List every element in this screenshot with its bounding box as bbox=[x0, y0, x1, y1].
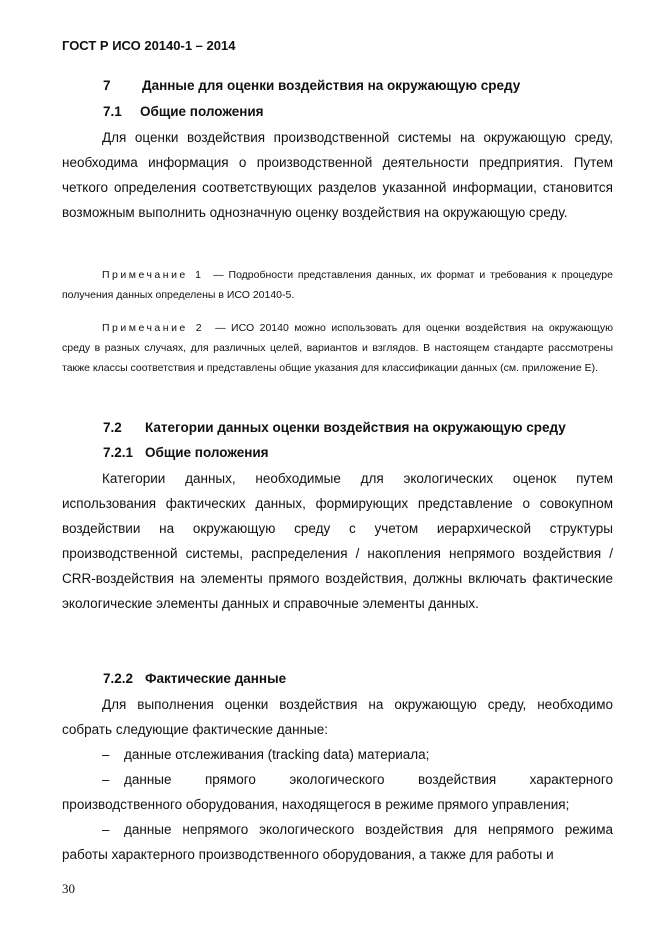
note-label: Примечание 2 bbox=[102, 322, 205, 334]
section-number: 7.2.2 bbox=[103, 671, 134, 686]
list-dash: – bbox=[102, 747, 110, 762]
document-header: ГОСТ Р ИСО 20140-1 – 2014 bbox=[62, 38, 236, 53]
section-7-heading bbox=[103, 78, 520, 93]
section-7-2-2-paragraph: Для выполнения оценки воздействия на окружающую среду, необходимо собрать следующие фактические данные: bbox=[62, 697, 613, 737]
note-label: Примечание 1 bbox=[102, 269, 204, 281]
list-dash: – bbox=[102, 772, 110, 787]
note-text: — ИСО 20140 можно использовать для оценки воздействия на окружающую среду в разных случаях, для различных целей, вариантов и взглядов. В настоящем стандарте рассмотрены также классы соответствия и представлены общие указания для классификации данных (см. приложение Е). bbox=[62, 322, 613, 374]
section-title: Данные для оценки воздействия на окружающую среду bbox=[142, 78, 521, 93]
section-title: Общие положения bbox=[140, 104, 264, 119]
section-number: 7.2 bbox=[103, 420, 122, 435]
section-number: 7.2.1 bbox=[103, 445, 134, 460]
section-number: 7 bbox=[103, 78, 111, 93]
list-item bbox=[62, 817, 613, 867]
section-7-2-1-heading bbox=[103, 445, 269, 460]
note-2 bbox=[62, 318, 613, 378]
note-text: — Подробности представления данных, их формат и требования к процедуре получения данных определены в ИСО 20140-5. bbox=[62, 269, 613, 301]
section-7-1-heading bbox=[103, 104, 264, 119]
list-item bbox=[62, 742, 613, 767]
list-item-text: данные отслеживания (tracking data) материала; bbox=[124, 747, 430, 762]
page-number: 30 bbox=[62, 881, 75, 896]
note-1 bbox=[62, 265, 613, 305]
section-title: Фактические данные bbox=[145, 671, 287, 686]
list-item-text: данные непрямого экологического воздействия для непрямого режима работы характерного производственного оборудования, а также для работы и bbox=[62, 822, 613, 862]
list-item bbox=[62, 767, 613, 817]
section-7-2-2-heading bbox=[103, 671, 286, 686]
section-title: Категории данных оценки воздействия на окружающую среду bbox=[145, 420, 566, 435]
section-7-2-heading bbox=[103, 420, 566, 435]
section-title: Общие положения bbox=[145, 445, 269, 460]
list-dash: – bbox=[102, 822, 110, 837]
list-item-text: данные прямого экологического воздействия характерного производственного оборудования, находящегося в режиме прямого управления; bbox=[62, 772, 613, 812]
section-7-2-1-paragraph: Категории данных, необходимые для экологических оценок путем использования фактических данных, формирующих представление о совокупном воздействии на окружающую среду с учетом иерархической структуры производственной системы, распределения / накопления непрямого воздействия / CRR-воздействия на элементы прямого воздействия, должны включать фактические экологические элементы данных и справочные элементы данных. bbox=[62, 471, 613, 611]
section-number: 7.1 bbox=[103, 104, 122, 119]
section-7-1-paragraph: Для оценки воздействия производственной системы на окружающую среду, необходима информация о производственной деятельности предприятия. Путем четкого определения соответствующих разделов указанной информации, становится возможным выполнить однозначную оценку воздействия на окружающую среду. bbox=[62, 130, 613, 220]
